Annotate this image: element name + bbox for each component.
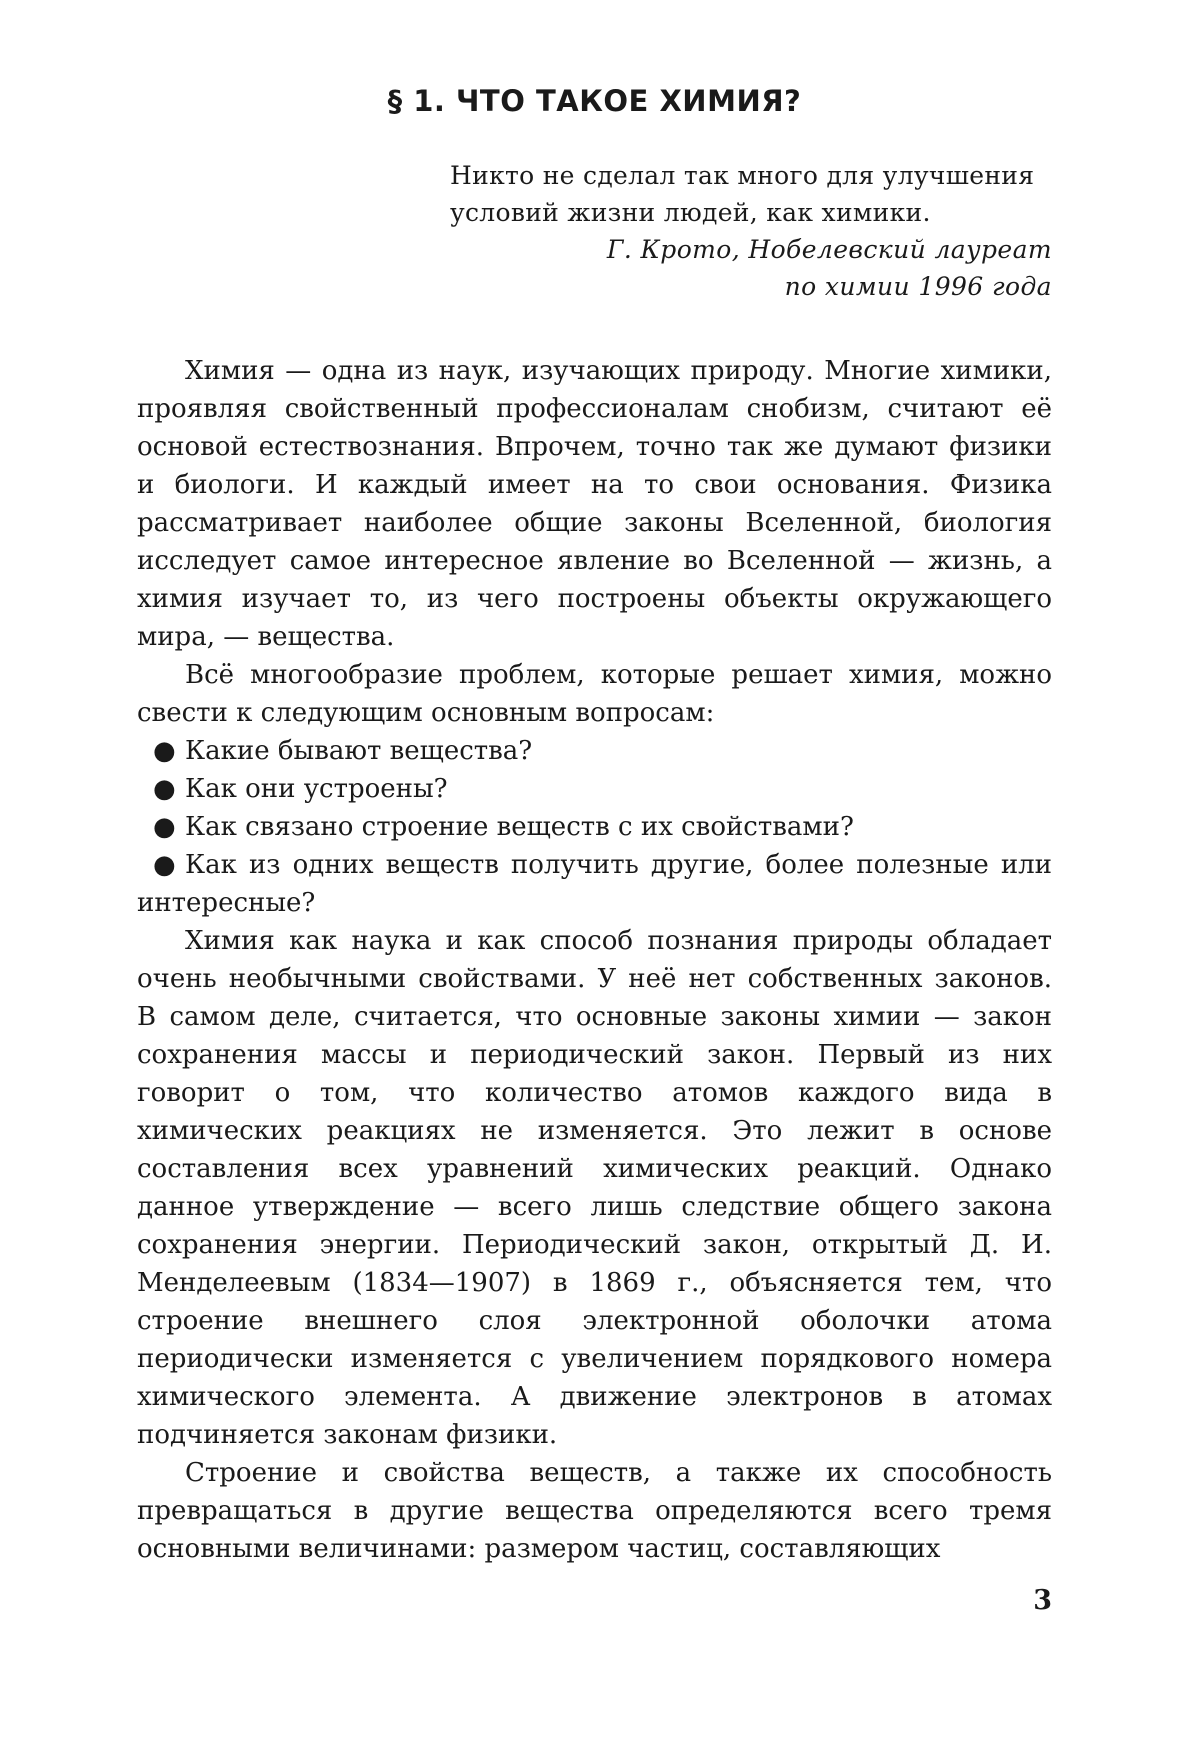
paragraph-problems: Всё многообразие проблем, которые решает химия, можно свести к следующим основным вопросам: — [137, 660, 1052, 728]
list-item — [137, 732, 1052, 770]
bullet-icon: ● — [153, 850, 176, 880]
list-item-text: Как из одних веществ получить другие, более полезные или интересные? — [137, 850, 1052, 918]
epigraph — [450, 157, 1052, 305]
list-item-text: Как связано строение веществ с их свойствами? — [185, 812, 854, 842]
paragraph-intro: Химия — одна из наук, изучающих природу. Многие химики, проявляя свойственный профессионалам снобизм, считают её основой естествознания. Впрочем, точно так же думают физики и биологи. И каждый имеет на то свои основания. Физика рассматривает наиболее общие законы Вселенной, биология исследует самое интересное явление во Вселенной — жизнь, а химия изучает то, из чего построены объекты окружающего мира, — вещества. — [137, 356, 1052, 652]
body-text — [137, 352, 1052, 1568]
book-page — [137, 0, 1052, 1762]
epigraph-quote: Никто не сделал так много для улучшения условий жизни людей, как химики. — [450, 161, 1035, 227]
list-item-text: Какие бывают вещества? — [185, 736, 533, 766]
bullet-icon: ● — [153, 812, 176, 842]
bullet-icon: ● — [153, 774, 176, 804]
paragraph-laws: Химия как наука и как способ познания природы обладает очень необычными свойствами. У неё нет собственных законов. В самом деле, считается, что основные законы химии — закон сохранения массы и периодический закон. Первый из них говорит о том, что количество атомов каждого вида в химических реакциях не изменяется. Это лежит в основе составления всех уравнений химических реакций. Однако данное утверждение — всего лишь следствие общего закона сохранения энергии. Периодический закон, открытый Д. И. Менделеевым (1834—1907) в 1869 г., объясняется тем, что строение внешнего слоя электронной оболочки атома периодически изменяется с увеличением порядкового номера химического элемента. А движение электронов в атомах подчиняется законам физики. — [137, 926, 1052, 1450]
page-number: 3 — [1033, 1585, 1052, 1616]
list-item — [137, 808, 1052, 846]
list-item-text: Как они устроены? — [185, 774, 448, 804]
questions-list — [137, 732, 1052, 922]
section-heading: § 1. ЧТО ТАКОЕ ХИМИЯ? — [387, 84, 802, 118]
bullet-icon: ● — [153, 736, 176, 766]
epigraph-author-name: Г. Крото, Нобелевский лауреат — [606, 235, 1052, 264]
paragraph-structure: Строение и свойства веществ, а также их способность превращаться в другие вещества определяются всего тремя основными величинами: размером частиц, составляющих — [137, 1458, 1052, 1564]
list-item — [137, 846, 1052, 922]
list-item — [137, 770, 1052, 808]
epigraph-author-detail: по химии 1996 года — [784, 272, 1052, 301]
